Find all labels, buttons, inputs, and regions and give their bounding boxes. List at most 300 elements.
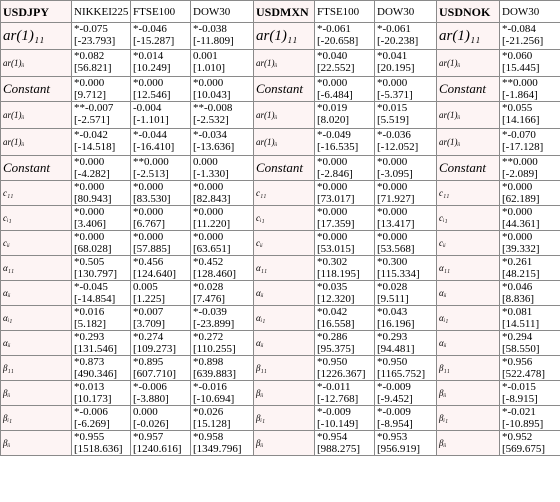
row-label: c₁₁	[1, 181, 72, 206]
table-row	[1, 206, 560, 231]
table-cell	[72, 306, 131, 331]
table-row	[1, 77, 560, 102]
coefficient-value: *0.000	[193, 181, 224, 193]
coefficient-value: *0.953	[377, 431, 408, 443]
t-statistic: [124.640]	[133, 268, 177, 280]
t-statistic: [-13.636]	[193, 141, 235, 153]
coefficient-value: *0.274	[133, 331, 164, 343]
t-statistic: [12.320]	[317, 293, 355, 305]
coefficient-value: 0.000	[193, 156, 218, 168]
table-cell	[191, 406, 254, 431]
table-row	[1, 256, 560, 281]
table-cell	[500, 231, 560, 256]
coefficient-value: *0.016	[74, 306, 105, 318]
coefficient-value: *-0.038	[193, 23, 227, 35]
table-cell	[191, 231, 254, 256]
table-row	[1, 23, 560, 50]
t-statistic: [-2.571]	[74, 114, 110, 126]
coefficient-value: *0.000	[193, 206, 224, 218]
coefficient-value: **0.000	[133, 156, 169, 168]
t-statistic: [-2.513]	[133, 168, 169, 180]
coefficient-value: *0.302	[317, 256, 348, 268]
coefficient-value: *0.955	[74, 431, 105, 443]
table-cell	[131, 331, 191, 356]
t-statistic: [-10.694]	[193, 393, 235, 405]
table-cell	[375, 281, 437, 306]
t-statistic: [-1.864]	[502, 89, 538, 101]
row-label: βᵢ₁	[1, 406, 72, 431]
table-cell	[500, 181, 560, 206]
coefficient-value: *0.293	[377, 331, 408, 343]
coefficient-value: *0.000	[193, 77, 224, 89]
t-statistic: [5.519]	[377, 114, 410, 126]
t-statistic: [10.043]	[193, 89, 231, 101]
table-cell	[375, 306, 437, 331]
table-cell	[315, 50, 375, 77]
t-statistic: [-10.895]	[502, 418, 544, 430]
row-label: ar(1)ᵢᵢ	[437, 102, 500, 129]
coefficient-value: -0.004	[133, 102, 162, 114]
t-statistic: [95.375]	[317, 343, 355, 355]
t-statistic: [94.481]	[377, 343, 415, 355]
t-statistic: [56.821]	[74, 62, 112, 74]
table-cell	[191, 129, 254, 156]
table-cell	[315, 431, 375, 456]
row-label: βᵢᵢ	[254, 381, 315, 406]
t-statistic: [-23.899]	[193, 318, 235, 330]
coefficient-value: *0.898	[193, 356, 224, 368]
t-statistic: [1240.616]	[133, 443, 182, 455]
row-label: ar(1)₁₁	[1, 23, 72, 50]
table-cell	[315, 181, 375, 206]
coefficient-value: *0.014	[133, 50, 164, 62]
t-statistic: [15.128]	[193, 418, 231, 430]
coefficient-value: *0.000	[74, 77, 105, 89]
t-statistic: [10.173]	[74, 393, 112, 405]
t-statistic: [607.710]	[133, 368, 177, 380]
table-cell	[315, 306, 375, 331]
table-cell	[191, 281, 254, 306]
table-cell	[375, 102, 437, 129]
coefficient-value: *0.895	[133, 356, 164, 368]
table-cell	[191, 431, 254, 456]
table-cell	[131, 281, 191, 306]
coefficient-value: *0.286	[317, 331, 348, 343]
table-cell	[375, 431, 437, 456]
coefficient-value: *0.043	[377, 306, 408, 318]
row-label: αᵢᵢ	[254, 281, 315, 306]
table-cell	[131, 50, 191, 77]
coefficient-value: *0.950	[377, 356, 408, 368]
row-label: ar(1)ᵢᵢ	[437, 129, 500, 156]
table-cell	[315, 129, 375, 156]
header-dow30: DOW30	[375, 1, 437, 23]
coefficient-value: *0.007	[133, 306, 164, 318]
t-statistic: [1349.796]	[193, 443, 242, 455]
coefficient-value: *0.000	[377, 231, 408, 243]
coefficient-value: *0.293	[74, 331, 105, 343]
t-statistic: [11.220]	[193, 218, 231, 230]
table-cell	[72, 181, 131, 206]
row-label: ar(1)ᵢᵢ	[1, 50, 72, 77]
table-cell	[315, 206, 375, 231]
table-row	[1, 306, 560, 331]
coefficient-value: *0.000	[133, 77, 164, 89]
t-statistic: [-1.330]	[193, 168, 229, 180]
row-label: ar(1)₁₁	[437, 23, 500, 50]
table-row	[1, 381, 560, 406]
row-label: Constant	[1, 156, 72, 181]
table-cell	[131, 431, 191, 456]
coefficient-value: *-0.034	[193, 129, 227, 141]
table-cell	[72, 231, 131, 256]
table-cell	[315, 102, 375, 129]
t-statistic: [-2.532]	[193, 114, 229, 126]
coefficient-value: *0.000	[377, 77, 408, 89]
table-cell	[375, 206, 437, 231]
coefficient-value: *0.000	[74, 181, 105, 193]
t-statistic: [68.028]	[74, 243, 112, 255]
table-cell	[131, 356, 191, 381]
coefficient-value: *-0.009	[377, 381, 411, 393]
table-cell	[500, 50, 560, 77]
t-statistic: [-2.089]	[502, 168, 538, 180]
row-label: αᵢᵢ	[254, 331, 315, 356]
t-statistic: [569.675]	[502, 443, 546, 455]
table-cell	[500, 331, 560, 356]
header-dow30: DOW30	[191, 1, 254, 23]
table-cell	[375, 356, 437, 381]
t-statistic: [9.511]	[377, 293, 409, 305]
coefficient-value: *0.300	[377, 256, 408, 268]
coefficient-value: *0.452	[193, 256, 224, 268]
coefficient-value: *-0.009	[317, 406, 351, 418]
coefficient-value: *-0.061	[317, 23, 351, 35]
t-statistic: [58.550]	[502, 343, 540, 355]
table-cell	[375, 23, 437, 50]
row-label: ar(1)ᵢᵢ	[254, 102, 315, 129]
row-label: ar(1)ᵢᵢ	[1, 129, 72, 156]
table-cell	[500, 102, 560, 129]
row-label: αᵢ₁	[1, 306, 72, 331]
coefficient-value: *0.958	[193, 431, 224, 443]
table-cell	[500, 23, 560, 50]
t-statistic: [9.712]	[74, 89, 107, 101]
coefficient-value: *0.060	[502, 50, 533, 62]
t-statistic: [-4.282]	[74, 168, 110, 180]
table-row	[1, 431, 560, 456]
t-statistic: [82.843]	[193, 193, 231, 205]
header-ftse100: FTSE100	[131, 1, 191, 23]
t-statistic: [63.651]	[193, 243, 231, 255]
table-cell	[375, 381, 437, 406]
row-label: cᵢᵢ	[1, 231, 72, 256]
table-cell	[72, 281, 131, 306]
table-cell	[72, 206, 131, 231]
t-statistic: [8.836]	[502, 293, 535, 305]
t-statistic: [14.511]	[502, 318, 540, 330]
t-statistic: [80.943]	[74, 193, 112, 205]
table-cell	[131, 256, 191, 281]
row-label: cᵢ₁	[437, 206, 500, 231]
coefficient-value: *0.046	[502, 281, 533, 293]
row-label: β₁₁	[1, 356, 72, 381]
coefficient-value: *0.000	[133, 206, 164, 218]
table-cell	[191, 102, 254, 129]
table-row	[1, 156, 560, 181]
row-label: cᵢᵢ	[437, 231, 500, 256]
t-statistic: [15.445]	[502, 62, 540, 74]
results-table-body	[1, 1, 560, 456]
table-cell	[500, 381, 560, 406]
row-label: Constant	[1, 77, 72, 102]
header-usdmxn: USDMXN	[254, 1, 315, 23]
coefficient-value: **0.000	[502, 156, 538, 168]
table-cell	[375, 129, 437, 156]
row-label: c₁₁	[437, 181, 500, 206]
t-statistic: [1165.752]	[377, 368, 426, 380]
table-cell	[500, 77, 560, 102]
table-cell	[315, 406, 375, 431]
coefficient-value: *-0.021	[502, 406, 536, 418]
coefficient-value: *0.000	[317, 181, 348, 193]
coefficient-value: *-0.075	[74, 23, 108, 35]
row-label: Constant	[437, 156, 500, 181]
table-cell	[191, 331, 254, 356]
coefficient-value: *0.272	[193, 331, 224, 343]
row-label: αᵢᵢ	[437, 281, 500, 306]
header-nikkei225: NIKKEI225	[72, 1, 131, 23]
row-label: ar(1)ᵢᵢ	[254, 50, 315, 77]
coefficient-value: *0.028	[377, 281, 408, 293]
table-cell	[500, 129, 560, 156]
row-label: α₁₁	[1, 256, 72, 281]
t-statistic: [131.546]	[74, 343, 118, 355]
coefficient-value: *0.873	[74, 356, 105, 368]
table-cell	[131, 306, 191, 331]
coefficient-value: *-0.011	[317, 381, 351, 393]
table-cell	[72, 331, 131, 356]
coefficient-value: *0.082	[74, 50, 105, 62]
t-statistic: [1.010]	[193, 62, 226, 74]
t-statistic: [16.558]	[317, 318, 355, 330]
table-cell	[315, 331, 375, 356]
t-statistic: [-14.518]	[74, 141, 116, 153]
coefficient-value: *-0.042	[74, 129, 108, 141]
row-label: β₁₁	[437, 356, 500, 381]
t-statistic: [-3.880]	[133, 393, 169, 405]
t-statistic: [71.927]	[377, 193, 415, 205]
t-statistic: [-23.793]	[74, 35, 116, 47]
row-label: c₁₁	[254, 181, 315, 206]
table-cell	[500, 281, 560, 306]
t-statistic: [57.885]	[133, 243, 171, 255]
table-row	[1, 406, 560, 431]
row-label: ar(1)ᵢᵢ	[254, 129, 315, 156]
coefficient-value: *0.040	[317, 50, 348, 62]
table-cell	[72, 156, 131, 181]
coefficient-value: **-0.007	[74, 102, 114, 114]
coefficient-value: *0.000	[502, 181, 533, 193]
table-cell	[315, 281, 375, 306]
table-row	[1, 181, 560, 206]
table-cell	[500, 206, 560, 231]
t-statistic: [115.334]	[377, 268, 420, 280]
coefficient-value: *0.041	[377, 50, 408, 62]
coefficient-value: *-0.036	[377, 129, 411, 141]
table-row	[1, 102, 560, 129]
coefficient-value: *0.081	[502, 306, 533, 318]
t-statistic: [522.478]	[502, 368, 546, 380]
table-cell	[72, 129, 131, 156]
table-cell	[315, 231, 375, 256]
coefficient-value: *0.028	[193, 281, 224, 293]
table-cell	[315, 23, 375, 50]
coefficient-value: *0.957	[133, 431, 164, 443]
coefficient-value: 0.001	[193, 50, 218, 62]
table-cell	[191, 306, 254, 331]
table-cell	[72, 50, 131, 77]
table-cell	[191, 381, 254, 406]
table-cell	[72, 406, 131, 431]
coefficient-value: *0.956	[502, 356, 533, 368]
t-statistic: [130.797]	[74, 268, 118, 280]
row-label: β₁₁	[254, 356, 315, 381]
coefficient-value: *0.000	[317, 206, 348, 218]
coefficient-value: *0.000	[502, 206, 533, 218]
t-statistic: [10.249]	[133, 62, 171, 74]
table-row	[1, 129, 560, 156]
coefficient-value: *-0.045	[74, 281, 108, 293]
row-label: ar(1)₁₁	[254, 23, 315, 50]
coefficient-value: *-0.061	[377, 23, 411, 35]
coefficient-value: *0.000	[377, 156, 408, 168]
coefficient-value: *0.013	[74, 381, 105, 393]
table-cell	[131, 206, 191, 231]
table-cell	[500, 256, 560, 281]
table-row	[1, 281, 560, 306]
row-label: ar(1)ᵢᵢ	[437, 50, 500, 77]
t-statistic: [14.166]	[502, 114, 540, 126]
t-statistic: [-21.256]	[502, 35, 544, 47]
coefficient-value: *0.000	[377, 181, 408, 193]
table-cell	[315, 256, 375, 281]
table-cell	[131, 156, 191, 181]
t-statistic: [3.709]	[133, 318, 166, 330]
coefficient-value: *0.000	[74, 231, 105, 243]
t-statistic: [13.417]	[377, 218, 415, 230]
table-cell	[191, 206, 254, 231]
table-row	[1, 231, 560, 256]
t-statistic: [-3.095]	[377, 168, 413, 180]
row-label: ar(1)ᵢᵢ	[1, 102, 72, 129]
table-cell	[315, 156, 375, 181]
coefficient-value: *0.456	[133, 256, 164, 268]
table-cell	[191, 23, 254, 50]
table-row	[1, 331, 560, 356]
table-cell	[375, 256, 437, 281]
t-statistic: [-8.954]	[377, 418, 413, 430]
coefficient-value: *0.055	[502, 102, 533, 114]
coefficient-value: *-0.084	[502, 23, 536, 35]
t-statistic: [639.883]	[193, 368, 237, 380]
coefficient-value: *0.000	[74, 206, 105, 218]
row-label: Constant	[254, 77, 315, 102]
t-statistic: [-8.915]	[502, 393, 538, 405]
t-statistic: [-2.846]	[317, 168, 353, 180]
coefficient-value: **0.000	[502, 77, 538, 89]
table-cell	[375, 77, 437, 102]
table-cell	[72, 431, 131, 456]
t-statistic: [-6.484]	[317, 89, 353, 101]
coefficient-value: 0.000	[133, 406, 158, 418]
table-cell	[72, 256, 131, 281]
t-statistic: [-12.768]	[317, 393, 359, 405]
t-statistic: [53.568]	[377, 243, 415, 255]
t-statistic: [53.015]	[317, 243, 355, 255]
coefficient-value: *-0.044	[133, 129, 167, 141]
header-ftse100: FTSE100	[315, 1, 375, 23]
row-label: αᵢ₁	[437, 306, 500, 331]
table-cell	[500, 156, 560, 181]
coefficient-value: *0.019	[317, 102, 348, 114]
row-label: α₁₁	[254, 256, 315, 281]
coefficient-value: *0.000	[193, 231, 224, 243]
t-statistic: [12.546]	[133, 89, 171, 101]
table-cell	[375, 181, 437, 206]
coefficient-value: *-0.049	[317, 129, 351, 141]
row-label: cᵢᵢ	[254, 231, 315, 256]
table-cell	[131, 406, 191, 431]
table-cell	[131, 231, 191, 256]
t-statistic: [-11.809]	[193, 35, 234, 47]
row-label: βᵢᵢ	[1, 431, 72, 456]
row-label: αᵢᵢ	[437, 331, 500, 356]
coefficient-value: *0.026	[193, 406, 224, 418]
table-row	[1, 356, 560, 381]
table-cell	[375, 156, 437, 181]
t-statistic: [1226.367]	[317, 368, 366, 380]
coefficient-value: *-0.070	[502, 129, 536, 141]
coefficient-value: *-0.009	[377, 406, 411, 418]
t-statistic: [6.767]	[133, 218, 166, 230]
row-label: αᵢ₁	[254, 306, 315, 331]
coefficient-value: *0.952	[502, 431, 533, 443]
table-cell	[191, 256, 254, 281]
t-statistic: [-1.101]	[133, 114, 169, 126]
row-label: βᵢᵢ	[437, 431, 500, 456]
t-statistic: [8.020]	[317, 114, 350, 126]
t-statistic: [-14.854]	[74, 293, 116, 305]
t-statistic: [-17.128]	[502, 141, 544, 153]
header-usdnok: USDNOK	[437, 1, 500, 23]
t-statistic: [62.189]	[502, 193, 540, 205]
coefficient-value: *0.042	[317, 306, 348, 318]
coefficient-value: *-0.006	[74, 406, 108, 418]
table-cell	[375, 231, 437, 256]
coefficient-value: *-0.006	[133, 381, 167, 393]
t-statistic: [48.215]	[502, 268, 540, 280]
t-statistic: [-20.658]	[317, 35, 359, 47]
table-cell	[72, 23, 131, 50]
t-statistic: [83.530]	[133, 193, 171, 205]
coefficient-value: *0.950	[317, 356, 348, 368]
row-label: cᵢ₁	[254, 206, 315, 231]
row-label: βᵢ₁	[254, 406, 315, 431]
coefficient-value: *0.261	[502, 256, 533, 268]
coefficient-value: 0.005	[133, 281, 158, 293]
t-statistic: [-16.535]	[317, 141, 359, 153]
